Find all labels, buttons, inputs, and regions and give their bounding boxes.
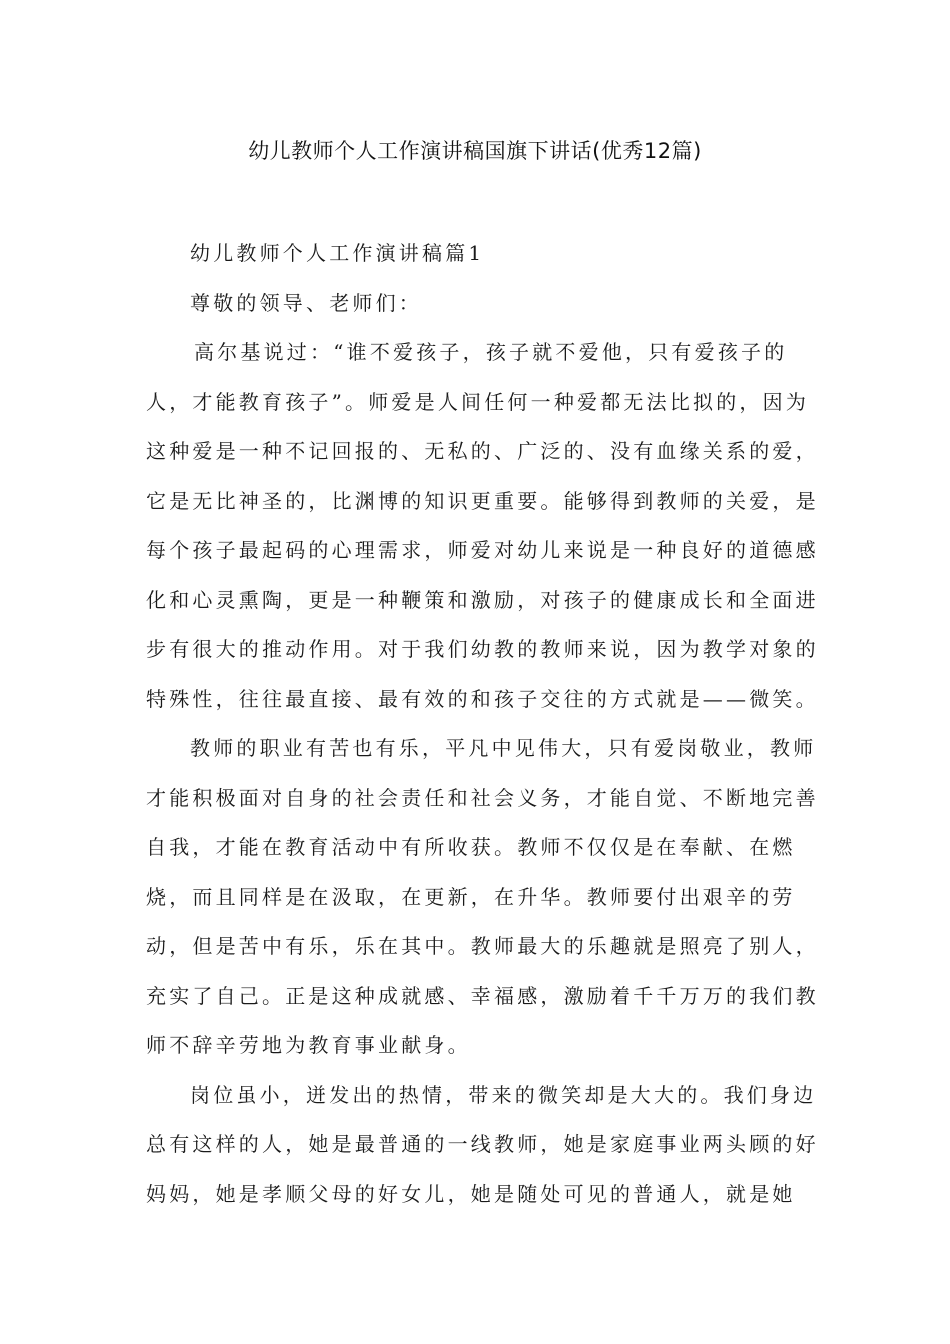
paragraph-line: 才能积极面对自身的社会责任和社会义务，才能自觉、不断地完善 — [146, 785, 819, 810]
paragraph-line: 这种爱是一种不记回报的、无私的、广泛的、没有血缘关系的爱， — [146, 439, 819, 463]
paragraph-line: 人，才能教育孩子”。师爱是人间任何一种爱都无法比拟的，因为 — [146, 389, 810, 414]
document-title: 幼儿教师个人工作演讲稿国旗下讲话(优秀12篇) — [248, 139, 702, 163]
paragraph-line: 妈妈，她是孝顺父母的好女儿，她是随处可见的普通人，就是她 — [146, 1181, 796, 1206]
section-heading: 幼儿教师个人工作演讲稿篇1 — [190, 241, 485, 265]
salutation: 尊敬的领导、老师们： — [190, 290, 422, 315]
paragraph-line: 烧，而且同样是在汲取，在更新，在升华。教师要付出艰辛的劳 — [146, 884, 796, 909]
paragraph-line: 自我，才能在教育活动中有所收获。教师不仅仅是在奉献、在燃 — [146, 835, 796, 859]
paragraph-line: 动，但是苦中有乐，乐在其中。教师最大的乐趣就是照亮了别人， — [146, 934, 819, 958]
paragraph-line: 高尔基说过：“谁不爱孩子，孩子就不爱他，只有爱孩子的 — [194, 340, 788, 364]
paragraph-line: 教师的职业有苦也有乐，平凡中见伟大，只有爱岗敬业，教师 — [190, 736, 817, 760]
document-body — [146, 238, 819, 1228]
paragraph-line: 化和心灵熏陶，更是一种鞭策和激励，对孩子的健康成长和全面进 — [146, 587, 819, 612]
paragraph-line: 充实了自己。正是这种成就感、幸福感，激励着千千万万的我们教 — [146, 983, 819, 1008]
paragraph-line: 岗位虽小，迸发出的热情，带来的微笑却是大大的。我们身边 — [190, 1082, 817, 1107]
paragraph-line: 总有这样的人，她是最普通的一线教师，她是家庭事业两头顾的好 — [146, 1132, 819, 1156]
paragraph-line: 特殊性，往往最直接、最有效的和孩子交往的方式就是——微笑。 — [146, 686, 819, 711]
paragraph-line: 它是无比神圣的，比渊博的知识更重要。能够得到教师的关爱，是 — [146, 488, 819, 513]
paragraph-line: 师不辞辛劳地为教育事业献身。 — [146, 1033, 471, 1057]
paragraph-line: 每个孩子最起码的心理需求，师爱对幼儿来说是一种良好的道德感 — [146, 538, 819, 562]
paragraph-line: 步有很大的推动作用。对于我们幼教的教师来说，因为教学对象的 — [146, 637, 819, 661]
